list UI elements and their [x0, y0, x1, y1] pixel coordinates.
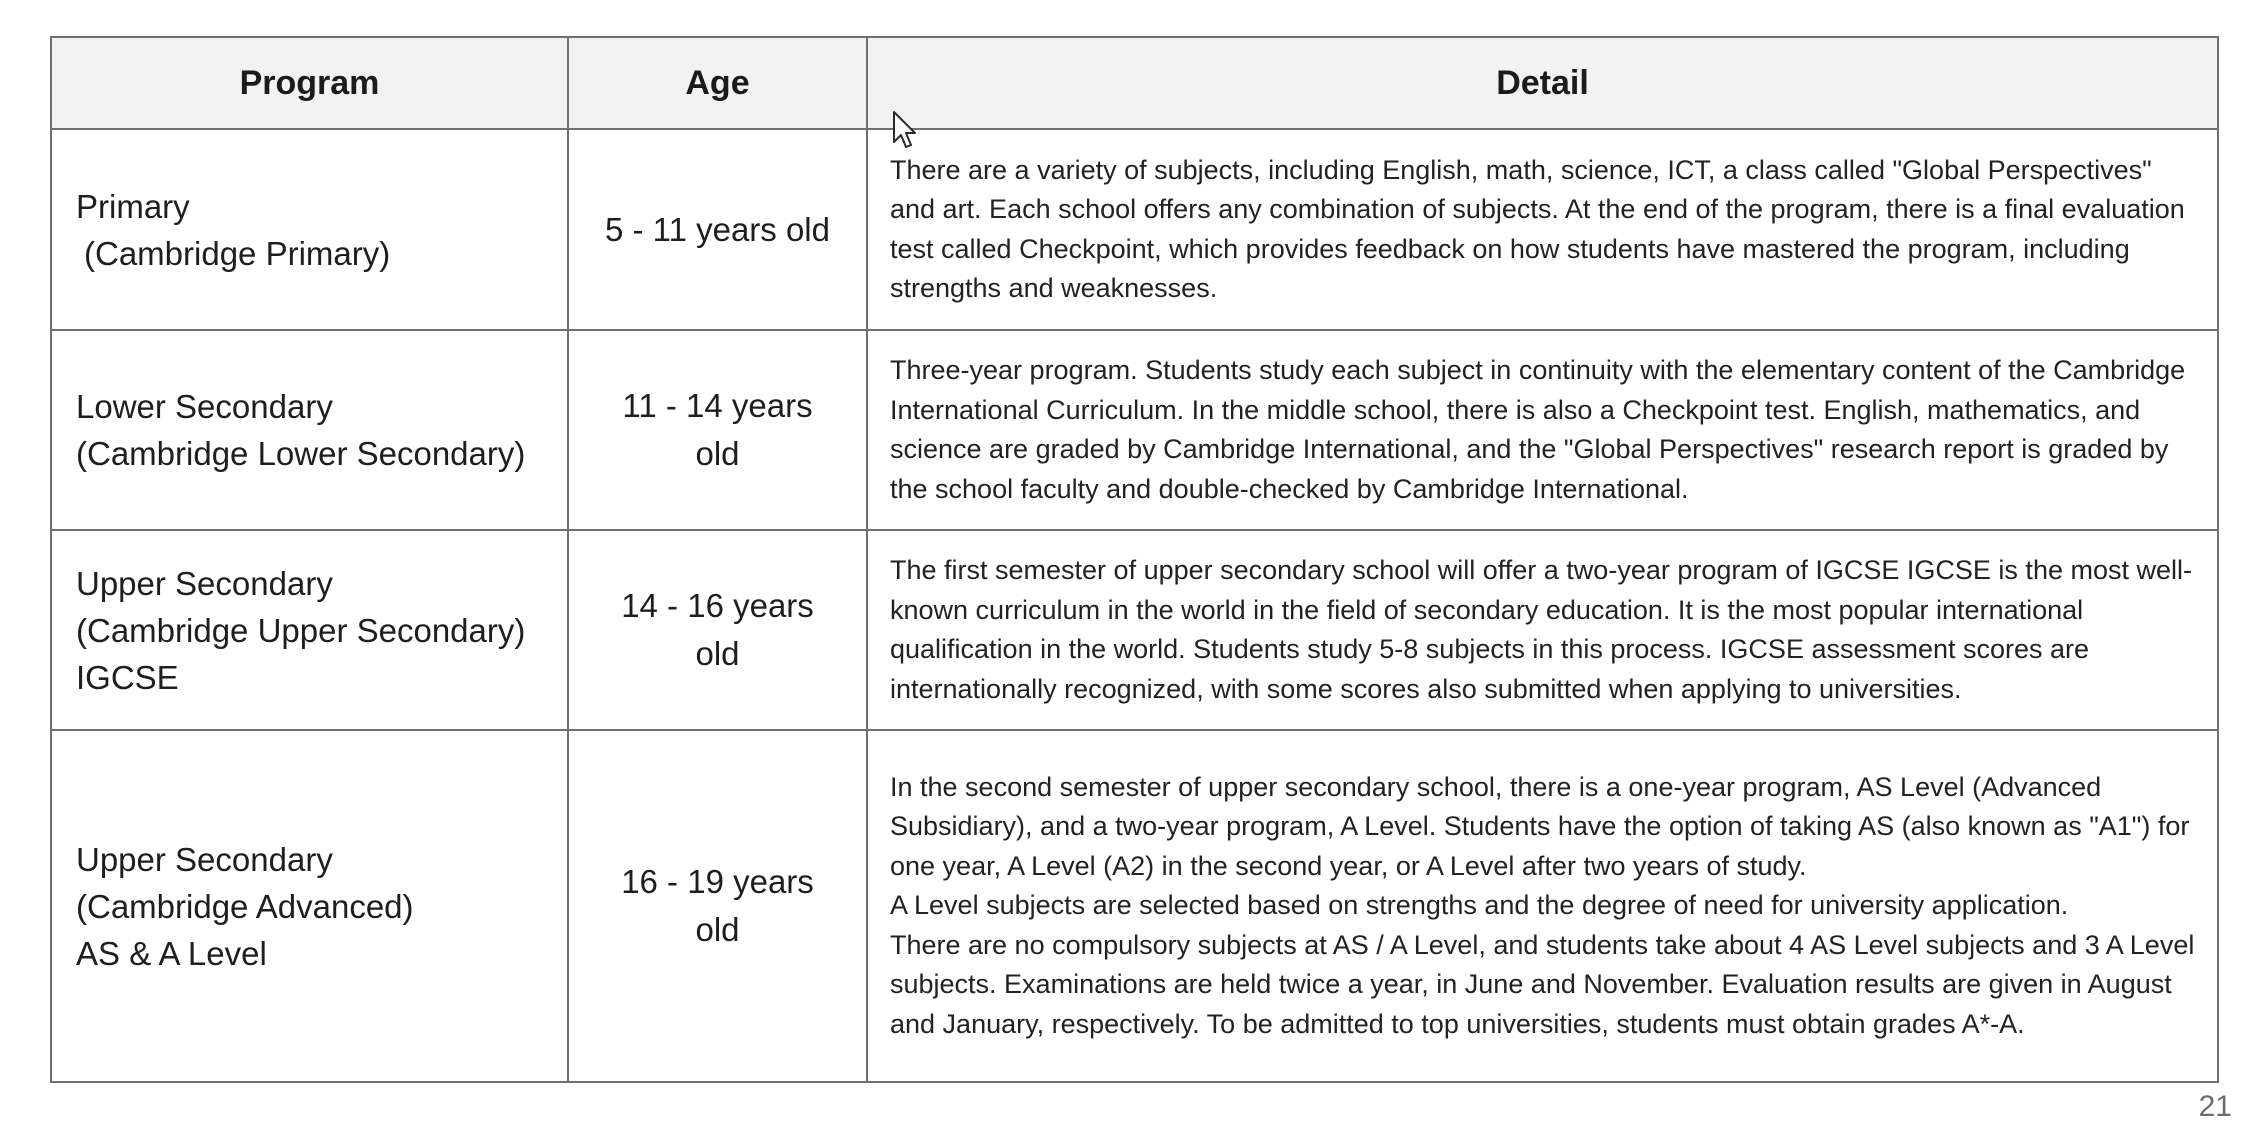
- detail-cell: [867, 129, 2218, 330]
- program-cell: [51, 330, 568, 530]
- age-range: 14 - 16 years: [621, 587, 814, 624]
- table-row: [51, 530, 2218, 730]
- program-subtitle: (Cambridge Lower Secondary): [76, 435, 526, 472]
- detail-text: In the second semester of upper secondary school, there is a one-year program, AS Level (Advanced Subsidiary), and a two-year program, A Level. Students have the option of taking AS (also known as "A1") for one year, A Level (A2) in the second year, or A Level after two years of study.: [890, 771, 2190, 881]
- detail-text: The first semester of upper secondary school will offer a two-year program of IGCSE IGCSE is the most well-known curriculum in the world in the field of secondary education. It is the most popular international qualification in the world. Students study 5-8 subjects in this process. IGCSE assessment scores are internationally recognized, with some scores also submitted when applying to universities.: [890, 555, 2192, 704]
- header-program: Program: [51, 37, 568, 129]
- table-row: [51, 129, 2218, 330]
- detail-text: Three-year program. Students study each subject in continuity with the elementary content of the Cambridge International Curriculum. In the middle school, there is also a Checkpoint test. English, mathematics, and science are graded by Cambridge International, and the "Global Perspectives" research report is graded by the school faculty and double-checked by Cambridge International.: [890, 355, 2186, 504]
- program-subtitle: (Cambridge Primary): [84, 234, 391, 272]
- detail-cell: [867, 730, 2218, 1082]
- program-name: Lower Secondary: [76, 388, 333, 425]
- table-row: [51, 730, 2218, 1082]
- detail-text: A Level subjects are selected based on strengths and the degree of need for university application.: [890, 890, 2069, 921]
- program-cell: [51, 730, 568, 1082]
- table-header-row: [51, 37, 2218, 129]
- age-cell: [568, 730, 867, 1082]
- page-number: 21: [2198, 1090, 2232, 1123]
- program-cell: [51, 129, 568, 330]
- age-range-suffix: old: [695, 911, 740, 948]
- program-name: Upper Secondary: [76, 564, 333, 602]
- age-cell: [568, 330, 867, 530]
- detail-text: There are a variety of subjects, including English, math, science, ICT, a class called "Global Perspectives" and art. Each school offers any combination of subjects. At the end of the program, there is a final evaluation test called Checkpoint, which provides feedback on how students have mastered the program, including strengths and weaknesses.: [890, 154, 2185, 303]
- program-cell: [51, 530, 568, 730]
- age-range: 5 - 11 years old: [604, 210, 830, 248]
- detail-text: There are no compulsory subjects at AS / A Level, and students take about 4 AS Level subjects and 3 A Level subjects. Examinations are held twice a year, in June and November. Evaluation results are given in August and January, respectively. To be admitted to top universities, students must obtain grades A*-A.: [890, 929, 2195, 1039]
- age-range-suffix: old: [695, 635, 740, 672]
- program-table: [50, 36, 2219, 1083]
- program-subtitle: (Cambridge Upper Secondary): [76, 611, 526, 649]
- age-range: 16 - 19 years: [621, 863, 814, 900]
- program-name: Upper Secondary: [76, 840, 333, 878]
- header-detail: Detail: [867, 37, 2218, 129]
- program-qualification: IGCSE: [76, 658, 179, 696]
- arrow-pointer-icon: [892, 110, 918, 150]
- age-range-suffix: old: [695, 435, 740, 472]
- age-range: 11 - 14 years: [622, 387, 813, 424]
- program-subtitle: (Cambridge Advanced): [76, 887, 414, 925]
- age-cell: [568, 530, 867, 730]
- detail-cell: [867, 330, 2218, 530]
- header-age: Age: [568, 37, 867, 129]
- table-row: [51, 330, 2218, 530]
- age-cell: [568, 129, 867, 330]
- program-qualification: AS & A Level: [76, 934, 267, 972]
- program-name: Primary: [76, 187, 190, 225]
- detail-cell: [867, 530, 2218, 730]
